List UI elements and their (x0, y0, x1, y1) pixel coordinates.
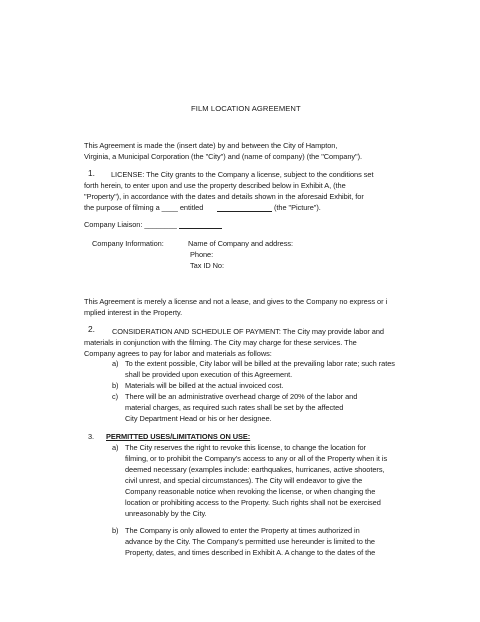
section-2-item-b-line-1: Materials will be billed at the actual invoiced cost. (125, 381, 284, 390)
section-3-number: 3. (88, 432, 95, 441)
section-3-item-b-line-3: Property, dates, and times described in Exhibit A. A change to the dates of the (125, 548, 376, 557)
company-info-label: Company Information: (92, 239, 164, 248)
section-1-line-3: "Property"), in accordance with the dates and details shown in the aforesaid Exhibit, for (84, 192, 364, 201)
section-1-line-1: LICENSE: The City grants to the Company a license, subject to the conditions set (111, 170, 374, 179)
company-phone: Phone: (190, 250, 214, 259)
section-2-line-1: CONSIDERATION AND SCHEDULE OF PAYMENT: The City may provide labor and (112, 327, 384, 336)
license-note-line-2: mplied interest in the Property. (84, 308, 183, 317)
company-liaison: Company Liaison: ________ (84, 220, 177, 229)
section-3-item-a-label: a) (112, 443, 119, 452)
section-3-item-b-label: b) (112, 526, 119, 535)
section-2-item-b-label: b) (112, 381, 119, 390)
section-2-item-a-line-1: To the extent possible, City labor will be billed at the prevailing labor rate; such rates (125, 359, 395, 368)
section-1-line-4: the purpose of filming a ____ entitled (84, 203, 204, 212)
section-2-number: 2. (88, 324, 95, 334)
section-1-line-5: (the "Picture"). (274, 203, 321, 212)
section-3-item-a-line-3: deemed necessary (examples include: earthquakes, hurricanes, active shooters, (125, 465, 385, 474)
section-1-number: 1. (88, 168, 95, 178)
section-3-item-a-line-7: unreasonably by the City. (125, 509, 207, 518)
section-3-item-a-line-2: filming, or to prohibit the Company's access to any or all of the Property when it is (125, 454, 388, 463)
section-2-item-c-line-3: City Department Head or his or her designee. (125, 414, 272, 423)
title-blank-line (217, 211, 272, 212)
section-3-item-a-line-6: location or prohibiting access to the Property. Such rights shall not be exercised (125, 498, 381, 507)
section-3-heading: PERMITTED USES/LIMITATIONS ON USE: (106, 432, 251, 441)
section-3-item-a-line-1: The City reserves the right to revoke this license, to change the location for (125, 443, 366, 452)
section-3-item-a-line-4: civil unrest, and special circumstances). The City will endeavor to give the (125, 476, 363, 485)
license-note-line-1: This Agreement is merely a license and not a lease, and gives to the Company no express or i (84, 297, 388, 306)
section-3-item-b-line-1: The Company is only allowed to enter the Property at times authorized in (125, 526, 360, 535)
company-tax-id: Tax ID No: (190, 261, 224, 270)
section-2-line-3: Company agrees to pay for labor and materials as follows: (84, 349, 272, 358)
liaison-blank-line (179, 228, 222, 229)
section-2-item-c-line-1: There will be an administrative overhead charge of 20% of the labor and (125, 392, 358, 401)
intro-line-1: This Agreement is made the (insert date) by and between the City of Hampton, (84, 141, 338, 150)
section-2-item-c-label: c) (112, 392, 119, 401)
section-2-item-c-line-2: material charges, as required such rates shall be set by the affected (125, 403, 344, 412)
section-2-item-a-label: a) (112, 359, 119, 368)
intro-line-2: Virginia, a Municipal Corporation (the "City") and (name of company) (the "Company"). (84, 152, 363, 161)
section-2-line-2: materials in conjunction with the filming. The City may charge for these services. The (84, 338, 357, 347)
section-2-item-a-line-2: shall be provided upon execution of this Agreement. (125, 370, 293, 379)
section-3-item-a-line-5: Company reasonable notice when revoking the license, or when changing the (125, 487, 376, 496)
section-3-item-b-line-2: advance by the City. The Company's permitted use hereunder is limited to the (125, 537, 375, 546)
company-name-address: Name of Company and address: (188, 239, 293, 248)
section-1-line-2: forth herein, to enter upon and use the property described below in Exhibit A, (the (84, 181, 346, 190)
document-title: FILM LOCATION AGREEMENT (191, 104, 301, 113)
